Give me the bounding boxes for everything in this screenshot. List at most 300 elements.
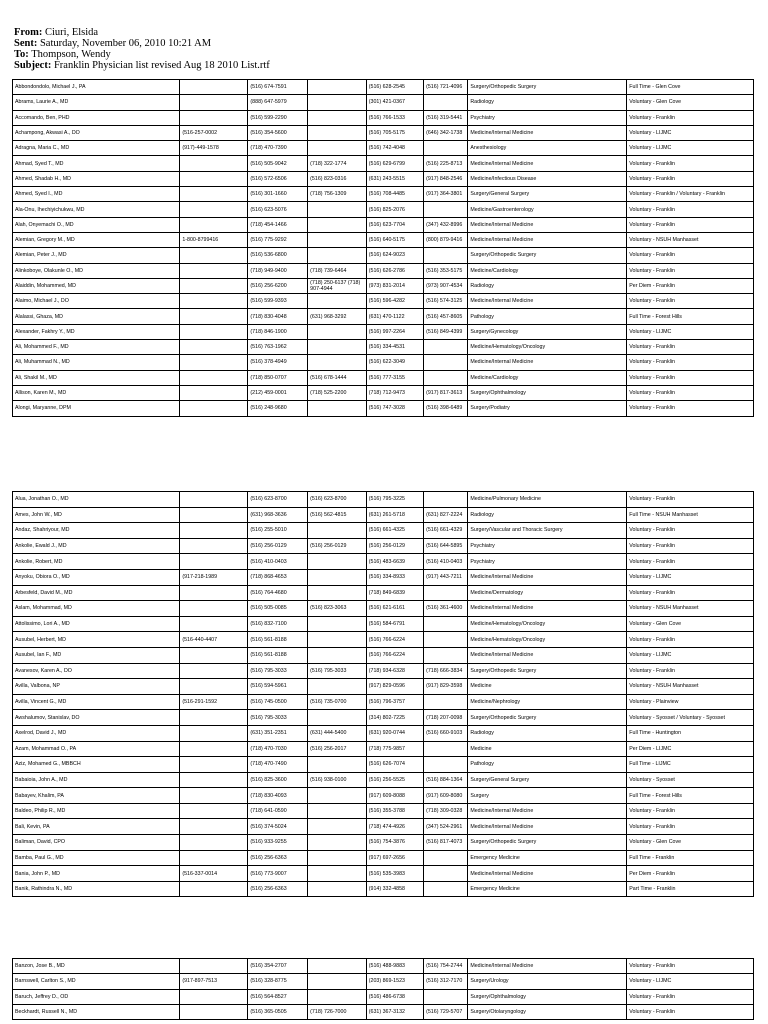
alt-phone-cell xyxy=(180,370,248,385)
physician-name-cell: Ahmed, Syed I., MD xyxy=(13,187,180,202)
office-phone-2-cell xyxy=(308,757,367,773)
home-phone-cell: (516) 256-0129 xyxy=(366,538,423,554)
status-cell: Voluntary - Franklin / Voluntary - Franklin xyxy=(627,187,754,202)
office-phone-2-cell xyxy=(308,110,367,125)
office-phone-2-cell: (516) 938-0100 xyxy=(308,772,367,788)
table-row xyxy=(13,881,754,897)
cell-phone-cell: (917) 443-7211 xyxy=(424,569,468,585)
office-phone-cell: (516) 745-0500 xyxy=(248,694,308,710)
table-row xyxy=(13,850,754,866)
table-row xyxy=(13,492,754,508)
status-cell: Voluntary - Franklin xyxy=(627,959,754,974)
cell-phone-cell xyxy=(424,757,468,773)
physician-name-cell: Alah, Onyemachi O., MD xyxy=(13,217,180,232)
physician-name-cell: Banik, Rathindra N., MD xyxy=(13,881,180,897)
table-row xyxy=(13,263,754,278)
table-row xyxy=(13,385,754,400)
cell-phone-cell: (800) 879-9416 xyxy=(424,232,468,247)
office-phone-2-cell xyxy=(308,850,367,866)
home-phone-cell: (516) 334-8933 xyxy=(366,569,423,585)
department-cell: Surgery/Ophthalmology xyxy=(468,385,627,400)
status-cell: Voluntary - LIJMC xyxy=(627,974,754,989)
alt-phone-cell xyxy=(180,554,248,570)
office-phone-2-cell xyxy=(308,217,367,232)
department-cell: Surgery/Orthopedic Surgery xyxy=(468,835,627,851)
table-row xyxy=(13,710,754,726)
physician-name-cell: Alongi, Maryanne, DPM xyxy=(13,401,180,416)
home-phone-cell: (516) 535-3983 xyxy=(366,866,423,882)
cell-phone-cell: (516) 410-0403 xyxy=(424,554,468,570)
physician-name-cell: Ames, John W., MD xyxy=(13,507,180,523)
physician-name-cell: Alaiddin, Mohammed, MD xyxy=(13,278,180,293)
office-phone-2-cell xyxy=(308,95,367,110)
table-row xyxy=(13,647,754,663)
department-cell: Surgery xyxy=(468,788,627,804)
to-line xyxy=(14,49,754,60)
office-phone-cell: (516) 354-2707 xyxy=(248,959,308,974)
physician-name-cell: Accomando, Ben, PHD xyxy=(13,110,180,125)
office-phone-cell: (516) 365-0505 xyxy=(248,1004,308,1019)
alt-phone-cell xyxy=(180,647,248,663)
office-phone-2-cell xyxy=(308,80,367,95)
table-row xyxy=(13,679,754,695)
alt-phone-cell: (516-440-4407 xyxy=(180,632,248,648)
office-phone-2-cell xyxy=(308,554,367,570)
table-row xyxy=(13,401,754,416)
office-phone-cell: (516) 599-2290 xyxy=(248,110,308,125)
office-phone-2-cell xyxy=(308,616,367,632)
from-value: Ciuri, Elsida xyxy=(45,27,99,38)
office-phone-cell: (516) 256-6363 xyxy=(248,850,308,866)
office-phone-cell: (516) 599-9393 xyxy=(248,294,308,309)
alt-phone-cell xyxy=(180,538,248,554)
office-phone-2-cell: (516) 256-0129 xyxy=(308,538,367,554)
status-cell: Voluntary - Glen Cove xyxy=(627,95,754,110)
home-phone-cell: (516) 486-6738 xyxy=(366,989,423,1004)
office-phone-cell: (516) 256-6363 xyxy=(248,881,308,897)
department-cell: Surgery/Podiatry xyxy=(468,401,627,416)
cell-phone-cell: (917) 848-2546 xyxy=(424,171,468,186)
status-cell: Full Time - Forest Hills xyxy=(627,788,754,804)
home-phone-cell: (301) 421-0367 xyxy=(366,95,423,110)
home-phone-cell: (917) 829-0596 xyxy=(366,679,423,695)
physician-name-cell: Aziz, Mohamed G., MBBCH xyxy=(13,757,180,773)
alt-phone-cell xyxy=(180,355,248,370)
cell-phone-cell: (516) 225-8713 xyxy=(424,156,468,171)
department-cell: Medicine/Infectious Disease xyxy=(468,171,627,186)
physician-name-cell: Achampong, Akwasi A., DO xyxy=(13,125,180,140)
office-phone-cell: (516) 374-5024 xyxy=(248,819,308,835)
department-cell: Pathology xyxy=(468,309,627,324)
office-phone-2-cell: (631) 444-5400 xyxy=(308,725,367,741)
physician-name-cell: Alaimo, Michael J., DO xyxy=(13,294,180,309)
physician-name-cell: Avanesov, Karen A., DO xyxy=(13,663,180,679)
office-phone-cell: (516) 775-9292 xyxy=(248,232,308,247)
table-row xyxy=(13,803,754,819)
table-row xyxy=(13,340,754,355)
office-phone-2-cell xyxy=(308,989,367,1004)
department-cell: Surgery/Orthopedic Surgery xyxy=(468,80,627,95)
status-cell: Voluntary - Franklin xyxy=(627,340,754,355)
office-phone-2-cell xyxy=(308,647,367,663)
alt-phone-cell xyxy=(180,663,248,679)
office-phone-2-cell xyxy=(308,401,367,416)
physician-name-cell: Aslam, Mohammad, MD xyxy=(13,601,180,617)
office-phone-cell: (718) 949-9400 xyxy=(248,263,308,278)
department-cell: Medicine/Gastroenterology xyxy=(468,202,627,217)
home-phone-cell: (973) 831-2014 xyxy=(366,278,423,293)
status-cell: Voluntary - Franklin xyxy=(627,248,754,263)
office-phone-2-cell: (631) 968-3292 xyxy=(308,309,367,324)
status-cell: Voluntary - Franklin xyxy=(627,401,754,416)
cell-phone-cell: (516) 817-4073 xyxy=(424,835,468,851)
alt-phone-cell: (516-337-0014 xyxy=(180,866,248,882)
alt-phone-cell xyxy=(180,772,248,788)
status-cell: Full Time - Huntington xyxy=(627,725,754,741)
sent-value: Saturday, November 06, 2010 10:21 AM xyxy=(39,38,212,49)
cell-phone-cell: (917) 829-3598 xyxy=(424,679,468,695)
office-phone-cell: (516) 505-0085 xyxy=(248,601,308,617)
office-phone-2-cell xyxy=(308,835,367,851)
alt-phone-cell xyxy=(180,803,248,819)
cell-phone-cell: (718) 207-0098 xyxy=(424,710,468,726)
physician-name-cell: Ausubel, Ian F., MD xyxy=(13,647,180,663)
status-cell: Voluntary - Franklin xyxy=(627,989,754,1004)
table-row xyxy=(13,202,754,217)
alt-phone-cell: (516-257-0002 xyxy=(180,125,248,140)
alt-phone-cell xyxy=(180,202,248,217)
office-phone-2-cell xyxy=(308,232,367,247)
physician-name-cell: Ankolie, Robert, MD xyxy=(13,554,180,570)
physician-name-cell: Beckhardt, Russell N., MD xyxy=(13,1004,180,1019)
home-phone-cell: (516) 624-9023 xyxy=(366,248,423,263)
cell-phone-cell xyxy=(424,585,468,601)
office-phone-2-cell xyxy=(308,125,367,140)
cell-phone-cell xyxy=(424,850,468,866)
cell-phone-cell xyxy=(424,95,468,110)
home-phone-cell: (914) 332-4858 xyxy=(366,881,423,897)
status-cell: Full Time - LIJMC xyxy=(627,757,754,773)
table-row xyxy=(13,156,754,171)
office-phone-cell: (516) 256-0129 xyxy=(248,538,308,554)
home-phone-cell: (516) 766-1533 xyxy=(366,110,423,125)
office-phone-cell: (718) 470-7030 xyxy=(248,741,308,757)
table-row xyxy=(13,741,754,757)
department-cell: Medicine/Internal Medicine xyxy=(468,217,627,232)
status-cell: Voluntary - Franklin xyxy=(627,803,754,819)
home-phone-cell: (203) 869-1523 xyxy=(366,974,423,989)
office-phone-cell: (516) 564-8527 xyxy=(248,989,308,1004)
table-row xyxy=(13,835,754,851)
department-cell: Surgery/Otolaryngology xyxy=(468,1004,627,1019)
table-row xyxy=(13,866,754,882)
office-phone-cell: (516) 378-4949 xyxy=(248,355,308,370)
home-phone-cell: (516) 661-4325 xyxy=(366,523,423,539)
department-cell: Medicine/Hematology/Oncology xyxy=(468,340,627,355)
department-cell: Psychiatry xyxy=(468,538,627,554)
table-row xyxy=(13,772,754,788)
from-label: From: xyxy=(14,27,43,38)
office-phone-cell: (516) 505-9042 xyxy=(248,156,308,171)
department-cell: Medicine/Hematology/Oncology xyxy=(468,632,627,648)
physician-name-cell: Baldeo, Philip R., MD xyxy=(13,803,180,819)
table-row xyxy=(13,585,754,601)
physician-name-cell: Alexander, Fakhry Y., MD xyxy=(13,324,180,339)
status-cell: Voluntary - Franklin xyxy=(627,663,754,679)
cell-phone-cell: (917) 364-3801 xyxy=(424,187,468,202)
status-cell: Voluntary - Glen Cove xyxy=(627,616,754,632)
department-cell: Radiology xyxy=(468,725,627,741)
alt-phone-cell xyxy=(180,1004,248,1019)
home-phone-cell: (516) 754-3876 xyxy=(366,835,423,851)
department-cell: Surgery/Gynecology xyxy=(468,324,627,339)
office-phone-cell: (516) 623-8700 xyxy=(248,492,308,508)
department-cell: Medicine/Nephrology xyxy=(468,694,627,710)
office-phone-cell: (516) 825-3600 xyxy=(248,772,308,788)
office-phone-cell: (516) 795-3033 xyxy=(248,710,308,726)
department-cell: Medicine/Internal Medicine xyxy=(468,156,627,171)
office-phone-cell: (718) 868-4653 xyxy=(248,569,308,585)
physician-name-cell: Abrams, Laurie A., MD xyxy=(13,95,180,110)
cell-phone-cell: (516) 884-1364 xyxy=(424,772,468,788)
cell-phone-cell xyxy=(424,492,468,508)
physician-name-cell: Attolissimo, Lori A., MD xyxy=(13,616,180,632)
alt-phone-cell xyxy=(180,278,248,293)
cell-phone-cell: (917) 817-3613 xyxy=(424,385,468,400)
office-phone-cell: (888) 647-5979 xyxy=(248,95,308,110)
physician-name-cell: Ala-Onu, Ihechiyichukwu, MD xyxy=(13,202,180,217)
department-cell: Surgery/Urology xyxy=(468,974,627,989)
status-cell: Voluntary - Syosset xyxy=(627,772,754,788)
cell-phone-cell: (973) 907-4534 xyxy=(424,278,468,293)
physician-name-cell: Babaioia, John A., MD xyxy=(13,772,180,788)
status-cell: Voluntary - Plainview xyxy=(627,694,754,710)
physician-name-cell: Awshalumov, Stanislav, DO xyxy=(13,710,180,726)
office-phone-2-cell xyxy=(308,585,367,601)
office-phone-2-cell xyxy=(308,523,367,539)
home-phone-cell: (516) 626-7074 xyxy=(366,757,423,773)
status-cell: Voluntary - Glen Cove xyxy=(627,835,754,851)
department-cell: Medicine/Pulmonary Medicine xyxy=(468,492,627,508)
physician-name-cell: Bali, Kevin, PA xyxy=(13,819,180,835)
department-cell: Surgery/General Surgery xyxy=(468,772,627,788)
home-phone-cell: (631) 367-3132 xyxy=(366,1004,423,1019)
office-phone-2-cell xyxy=(308,819,367,835)
department-cell: Medicine/Internal Medicine xyxy=(468,232,627,247)
physician-name-cell: Bamba, Paul G., MD xyxy=(13,850,180,866)
office-phone-2-cell: (516) 795-3033 xyxy=(308,663,367,679)
office-phone-2-cell xyxy=(308,324,367,339)
office-phone-cell: (516) 410-0403 xyxy=(248,554,308,570)
office-phone-cell: (516) 773-9007 xyxy=(248,866,308,882)
physician-name-cell: Ali, Muhammad N., MD xyxy=(13,355,180,370)
alt-phone-cell xyxy=(180,171,248,186)
sent-label: Sent: xyxy=(14,38,38,49)
physician-name-cell: Ahmad, Syed T., MD xyxy=(13,156,180,171)
cell-phone-cell: (516) 660-9103 xyxy=(424,725,468,741)
cell-phone-cell: (516) 361-4600 xyxy=(424,601,468,617)
status-cell: Voluntary - Franklin xyxy=(627,523,754,539)
alt-phone-cell xyxy=(180,523,248,539)
status-cell: Voluntary - Franklin xyxy=(627,538,754,554)
alt-phone-cell xyxy=(180,725,248,741)
department-cell: Radiology xyxy=(468,95,627,110)
home-phone-cell: (516) 334-4531 xyxy=(366,340,423,355)
status-cell: Voluntary - LIJMC xyxy=(627,647,754,663)
home-phone-cell: (516) 488-9883 xyxy=(366,959,423,974)
home-phone-cell: (516) 622-3049 xyxy=(366,355,423,370)
office-phone-2-cell: (718) 250-6137 (718) 907-4944 xyxy=(308,278,367,293)
alt-phone-cell xyxy=(180,679,248,695)
table-row xyxy=(13,632,754,648)
table-row xyxy=(13,616,754,632)
physician-table-2 xyxy=(12,491,754,897)
physician-name-cell: Baliman, David, CPO xyxy=(13,835,180,851)
department-cell: Medicine xyxy=(468,679,627,695)
email-header xyxy=(14,27,754,71)
department-cell: Medicine/Internal Medicine xyxy=(468,125,627,140)
status-cell: Voluntary - Franklin xyxy=(627,156,754,171)
office-phone-2-cell: (516) 823-0316 xyxy=(308,171,367,186)
cell-phone-cell xyxy=(424,632,468,648)
alt-phone-cell xyxy=(180,819,248,835)
status-cell: Voluntary - Franklin xyxy=(627,1004,754,1019)
office-phone-2-cell xyxy=(308,340,367,355)
subject-value: Franklin Physician list revised Aug 18 2010 List.rtf xyxy=(53,60,270,71)
home-phone-cell: (718) 849-6839 xyxy=(366,585,423,601)
home-phone-cell: (917) 697-2656 xyxy=(366,850,423,866)
status-cell: Voluntary - LIJMC xyxy=(627,569,754,585)
status-cell: Voluntary - Franklin xyxy=(627,263,754,278)
office-phone-cell: (516) 933-9255 xyxy=(248,835,308,851)
cell-phone-cell: (347) 432-8996 xyxy=(424,217,468,232)
department-cell: Radiology xyxy=(468,507,627,523)
status-cell: Voluntary - Franklin xyxy=(627,554,754,570)
table-row xyxy=(13,1004,754,1019)
office-phone-cell: (516) 561-8188 xyxy=(248,647,308,663)
department-cell: Surgery/General Surgery xyxy=(468,187,627,202)
sent-line xyxy=(14,38,754,49)
department-cell: Psychiatry xyxy=(468,110,627,125)
office-phone-2-cell: (718) 756-1309 xyxy=(308,187,367,202)
office-phone-cell: (516) 674-7591 xyxy=(248,80,308,95)
status-cell: Voluntary - Franklin xyxy=(627,171,754,186)
office-phone-cell: (212) 459-0001 xyxy=(248,385,308,400)
physician-name-cell: Ankolie, Ewald J., MD xyxy=(13,538,180,554)
home-phone-cell: (516) 628-2545 xyxy=(366,80,423,95)
cell-phone-cell: (516) 644-5895 xyxy=(424,538,468,554)
cell-phone-cell: (516) 574-3125 xyxy=(424,294,468,309)
cell-phone-cell xyxy=(424,694,468,710)
home-phone-cell: (516) 796-3757 xyxy=(366,694,423,710)
department-cell: Medicine/Internal Medicine xyxy=(468,601,627,617)
status-cell: Full Time - Glen Cove xyxy=(627,80,754,95)
status-cell: Voluntary - Franklin xyxy=(627,355,754,370)
cell-phone-cell xyxy=(424,340,468,355)
office-phone-cell: (718) 470-7490 xyxy=(248,757,308,773)
cell-phone-cell: (347) 524-2961 xyxy=(424,819,468,835)
cell-phone-cell: (516) 353-5175 xyxy=(424,263,468,278)
office-phone-2-cell: (516) 678-1444 xyxy=(308,370,367,385)
cell-phone-cell xyxy=(424,741,468,757)
department-cell: Surgery/Orthopedic Surgery xyxy=(468,710,627,726)
status-cell: Voluntary - NSUH Manhasset xyxy=(627,232,754,247)
physician-name-cell: Allison, Karen M., MD xyxy=(13,385,180,400)
office-phone-cell: (631) 968-3636 xyxy=(248,507,308,523)
physician-name-cell: Baruch, Jeffrey D., OD xyxy=(13,989,180,1004)
office-phone-2-cell: (718) 525-2200 xyxy=(308,385,367,400)
home-phone-cell: (516) 596-4282 xyxy=(366,294,423,309)
table-row xyxy=(13,663,754,679)
physician-name-cell: Banzon, Jose B., MD xyxy=(13,959,180,974)
subject-label: Subject: xyxy=(14,60,52,71)
physician-name-cell: Andaz, Shahriyour, MD xyxy=(13,523,180,539)
table-row xyxy=(13,309,754,324)
office-phone-cell: (516) 536-6800 xyxy=(248,248,308,263)
alt-phone-cell xyxy=(180,788,248,804)
table-row xyxy=(13,355,754,370)
physician-name-cell: Bania, John P., MD xyxy=(13,866,180,882)
cell-phone-cell: (917) 609-8080 xyxy=(424,788,468,804)
table-row xyxy=(13,232,754,247)
office-phone-cell: (516) 572-6506 xyxy=(248,171,308,186)
table-row xyxy=(13,757,754,773)
physician-name-cell: Ali, Mohammed F., MD xyxy=(13,340,180,355)
office-phone-2-cell xyxy=(308,248,367,263)
physician-name-cell: Adragna, Maria C., MD xyxy=(13,141,180,156)
physician-name-cell: Abbondondolo, Michael J., PA xyxy=(13,80,180,95)
office-phone-2-cell xyxy=(308,632,367,648)
alt-phone-cell xyxy=(180,507,248,523)
home-phone-cell: (631) 243-5515 xyxy=(366,171,423,186)
home-phone-cell: (516) 766-6224 xyxy=(366,632,423,648)
alt-phone-cell xyxy=(180,95,248,110)
department-cell: Medicine/Internal Medicine xyxy=(468,647,627,663)
physician-table-3 xyxy=(12,958,754,1020)
status-cell: Voluntary - Franklin xyxy=(627,370,754,385)
office-phone-2-cell xyxy=(308,679,367,695)
cell-phone-cell: (718) 666-3834 xyxy=(424,663,468,679)
office-phone-2-cell xyxy=(308,355,367,370)
home-phone-cell: (516) 629-6799 xyxy=(366,156,423,171)
cell-phone-cell: (516) 721-4096 xyxy=(424,80,468,95)
home-phone-cell: (631) 470-1122 xyxy=(366,309,423,324)
status-cell: Part Time - Franklin xyxy=(627,881,754,897)
department-cell: Medicine/Internal Medicine xyxy=(468,819,627,835)
alt-phone-cell xyxy=(180,294,248,309)
status-cell: Voluntary - Franklin xyxy=(627,217,754,232)
table-row xyxy=(13,819,754,835)
office-phone-2-cell: (516) 256-2017 xyxy=(308,741,367,757)
office-phone-cell: (718) 846-1900 xyxy=(248,324,308,339)
from-line xyxy=(14,27,754,38)
table-row xyxy=(13,248,754,263)
office-phone-2-cell: (516) 562-4815 xyxy=(308,507,367,523)
cell-phone-cell: (516) 398-6489 xyxy=(424,401,468,416)
status-cell: Voluntary - Franklin xyxy=(627,819,754,835)
status-cell: Voluntary - NSUH Manhasset xyxy=(627,679,754,695)
home-phone-cell: (516) 997-2264 xyxy=(366,324,423,339)
alt-phone-cell xyxy=(180,217,248,232)
cell-phone-cell xyxy=(424,647,468,663)
department-cell: Surgery/Vascular and Thoracic Surgery xyxy=(468,523,627,539)
alt-phone-cell xyxy=(180,492,248,508)
home-phone-cell: (516) 621-6161 xyxy=(366,601,423,617)
alt-phone-cell xyxy=(180,263,248,278)
home-phone-cell: (516) 777-3155 xyxy=(366,370,423,385)
to-label: To: xyxy=(14,49,29,60)
status-cell: Full Time - Forest Hills xyxy=(627,309,754,324)
